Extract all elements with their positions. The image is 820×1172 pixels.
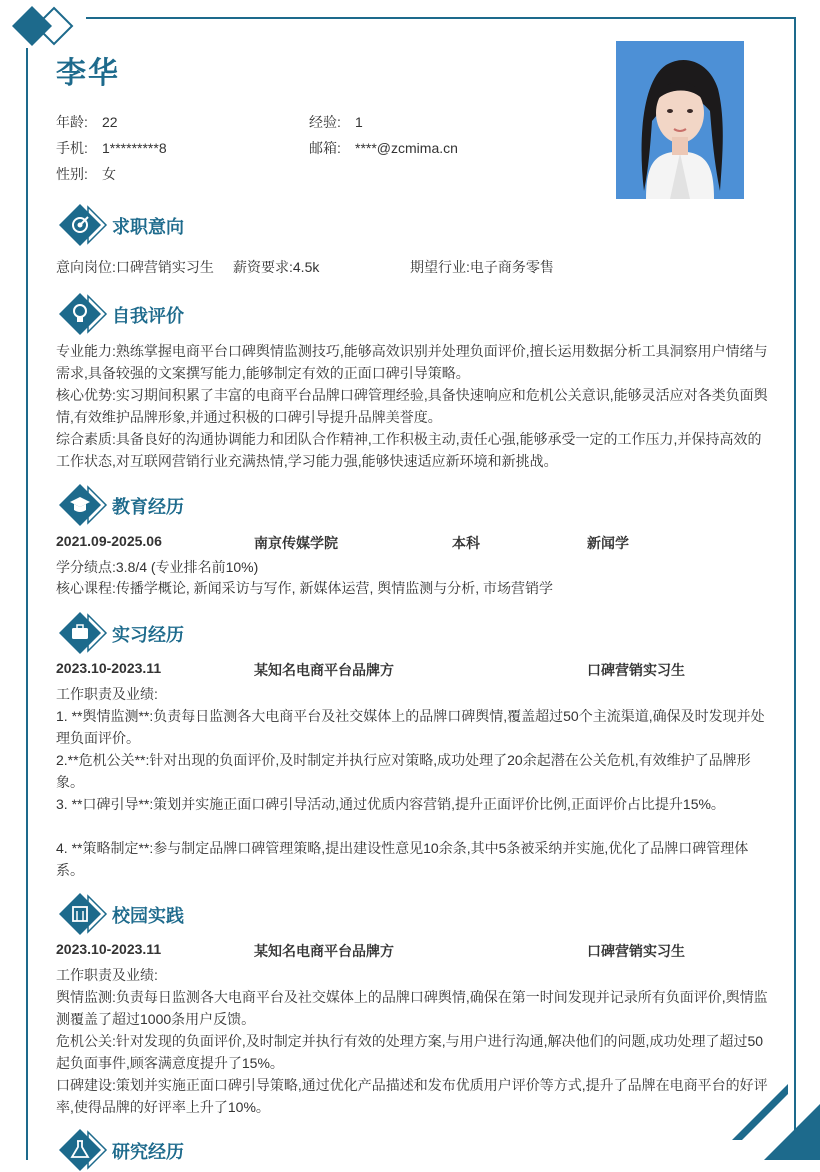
education-row: [56, 533, 768, 555]
intent-salary: [233, 257, 319, 277]
section-title-research: 研究经历: [112, 1142, 184, 1162]
experience-row: [309, 112, 363, 132]
education-period: 2021.09-2025.06: [56, 533, 162, 549]
candidate-name: 李华: [56, 57, 120, 90]
briefcase-icon: [58, 611, 108, 655]
education-major: 新闻学: [587, 535, 629, 551]
email-row: [309, 138, 458, 158]
internship-period: 2023.10-2023.11: [56, 660, 162, 676]
intent-position: [56, 257, 214, 277]
section-title-intent: 求职意向: [112, 217, 184, 237]
flask-icon: [58, 1128, 108, 1172]
gender-value: 女: [102, 166, 116, 182]
internship-duty-4: 4. **策略制定**:参与制定品牌口碑管理策略,提出建设性意见10余条,其中5条被采纳并实施,优化了品牌口碑管理体系。: [56, 840, 749, 878]
campus-role: 口碑营销实习生: [587, 943, 685, 959]
intent-industry: [410, 257, 554, 277]
email-label: 邮箱:: [309, 140, 341, 156]
intent-salary-value: 4.5k: [292, 259, 320, 275]
campus-duties-title: 工作职责及业绩:: [56, 967, 158, 983]
section-title-campus: 校园实践: [112, 906, 184, 926]
campus-duty-3: 口碑建设:策划并实施正面口碑引导策略,通过优化产品描述和发布优质用户评价等方式,提升了品牌在电商平台的好评率,使得品牌的好评率上升了10%。: [56, 1077, 768, 1115]
campus-row: [56, 941, 768, 963]
email-value[interactable]: ****@zcmima.cn: [355, 140, 458, 156]
section-title-internship: 实习经历: [112, 625, 184, 645]
experience-value: 1: [355, 114, 363, 130]
self-eval-paragraph-1: 专业能力:熟练掌握电商平台口碑舆情监测技巧,能够高效识别并处理负面评价,擅长运用数据分析工具洞察用户情绪与需求,具备较强的文案撰写能力,能够制定有效的正面口碑引导策略。: [56, 343, 768, 381]
campus-duty-1: 舆情监测:负责每日监测各大电商平台及社交媒体上的品牌口碑舆情,确保在第一时间发现并记录所有负面评价,舆情监测覆盖了超过1000条用户反馈。: [56, 989, 768, 1027]
graduation-cap-icon: [58, 483, 108, 527]
corner-diamond-decoration: [10, 4, 80, 48]
education-school: 南京传媒学院: [254, 535, 338, 551]
gender-label: 性别:: [56, 166, 88, 182]
campus-company: 某知名电商平台品牌方: [254, 943, 394, 959]
self-eval-paragraph-3: 综合素质:具备良好的沟通协调能力和团队合作精神,工作积极主动,责任心强,能够承受一定的工作压力,并保持高效的工作状态,对互联网营销行业充满热情,学习能力强,能够快速适应新环境和新挑战。: [56, 431, 762, 469]
internship-duty-1: 1. **舆情监测**:负责每日监测各大电商平台及社交媒体上的品牌口碑舆情,覆盖超过50个主流渠道,确保及时发现并处理负面评价。: [56, 708, 765, 746]
self-eval-paragraph-2: 核心优势:实习期间积累了丰富的电商平台品牌口碑管理经验,具备快速响应和危机公关意识,能够灵活应对各类负面舆情,有效维护品牌形象,并通过积极的口碑引导提升品牌美誉度。: [56, 387, 768, 425]
lightbulb-icon: [58, 292, 108, 336]
internship-row: [56, 660, 768, 682]
internship-duty-2: 2.**危机公关**:针对出现的负面评价,及时制定并执行应对策略,成功处理了20余起潜在公关危机,有效维护了品牌形象。: [56, 752, 751, 790]
experience-label: 经验:: [309, 114, 341, 130]
phone-row: [56, 138, 167, 158]
education-gpa: 学分绩点:3.8/4 (专业排名前10%): [56, 559, 259, 575]
phone-value: 1*********8: [102, 140, 167, 156]
intent-industry-value: 电子商务零售: [469, 259, 554, 275]
intent-industry-label: 期望行业:: [410, 259, 470, 275]
section-title-self-eval: 自我评价: [112, 306, 184, 326]
frame-right-line: [794, 17, 796, 1160]
campus-period: 2023.10-2023.11: [56, 941, 162, 957]
age-label: 年龄:: [56, 114, 88, 130]
education-degree: 本科: [452, 535, 480, 551]
section-title-education: 教育经历: [112, 497, 184, 517]
age-value: 22: [102, 114, 118, 130]
internship-duties-title: 工作职责及业绩:: [56, 686, 158, 702]
intent-position-value: 口碑营销实习生: [115, 259, 214, 275]
internship-company: 某知名电商平台品牌方: [254, 662, 394, 678]
phone-label: 手机:: [56, 140, 88, 156]
internship-role: 口碑营销实习生: [587, 662, 685, 678]
campus-duty-2: 危机公关:针对发现的负面评价,及时制定并执行有效的处理方案,与用户进行沟通,解决他们的问题,成功处理了超过50起负面事件,顾客满意度提升了15%。: [56, 1033, 764, 1071]
target-icon: [58, 203, 108, 247]
intent-salary-label: 薪资要求:: [233, 259, 293, 275]
frame-left-line: [26, 48, 28, 1160]
frame-top-line: [86, 17, 796, 19]
gender-row: [56, 164, 116, 184]
intent-position-label: 意向岗位:: [56, 259, 116, 275]
age-row: [56, 112, 118, 132]
internship-duty-3: 3. **口碑引导**:策划并实施正面口碑引导活动,通过优质内容营销,提升正面评价比例,正面评价占比提升15%。: [56, 796, 725, 812]
profile-photo: [616, 41, 744, 199]
education-courses: 核心课程:传播学概论, 新闻采访与写作, 新媒体运营, 舆情监测与分析, 市场营销学: [56, 580, 554, 596]
building-icon: [58, 892, 108, 936]
